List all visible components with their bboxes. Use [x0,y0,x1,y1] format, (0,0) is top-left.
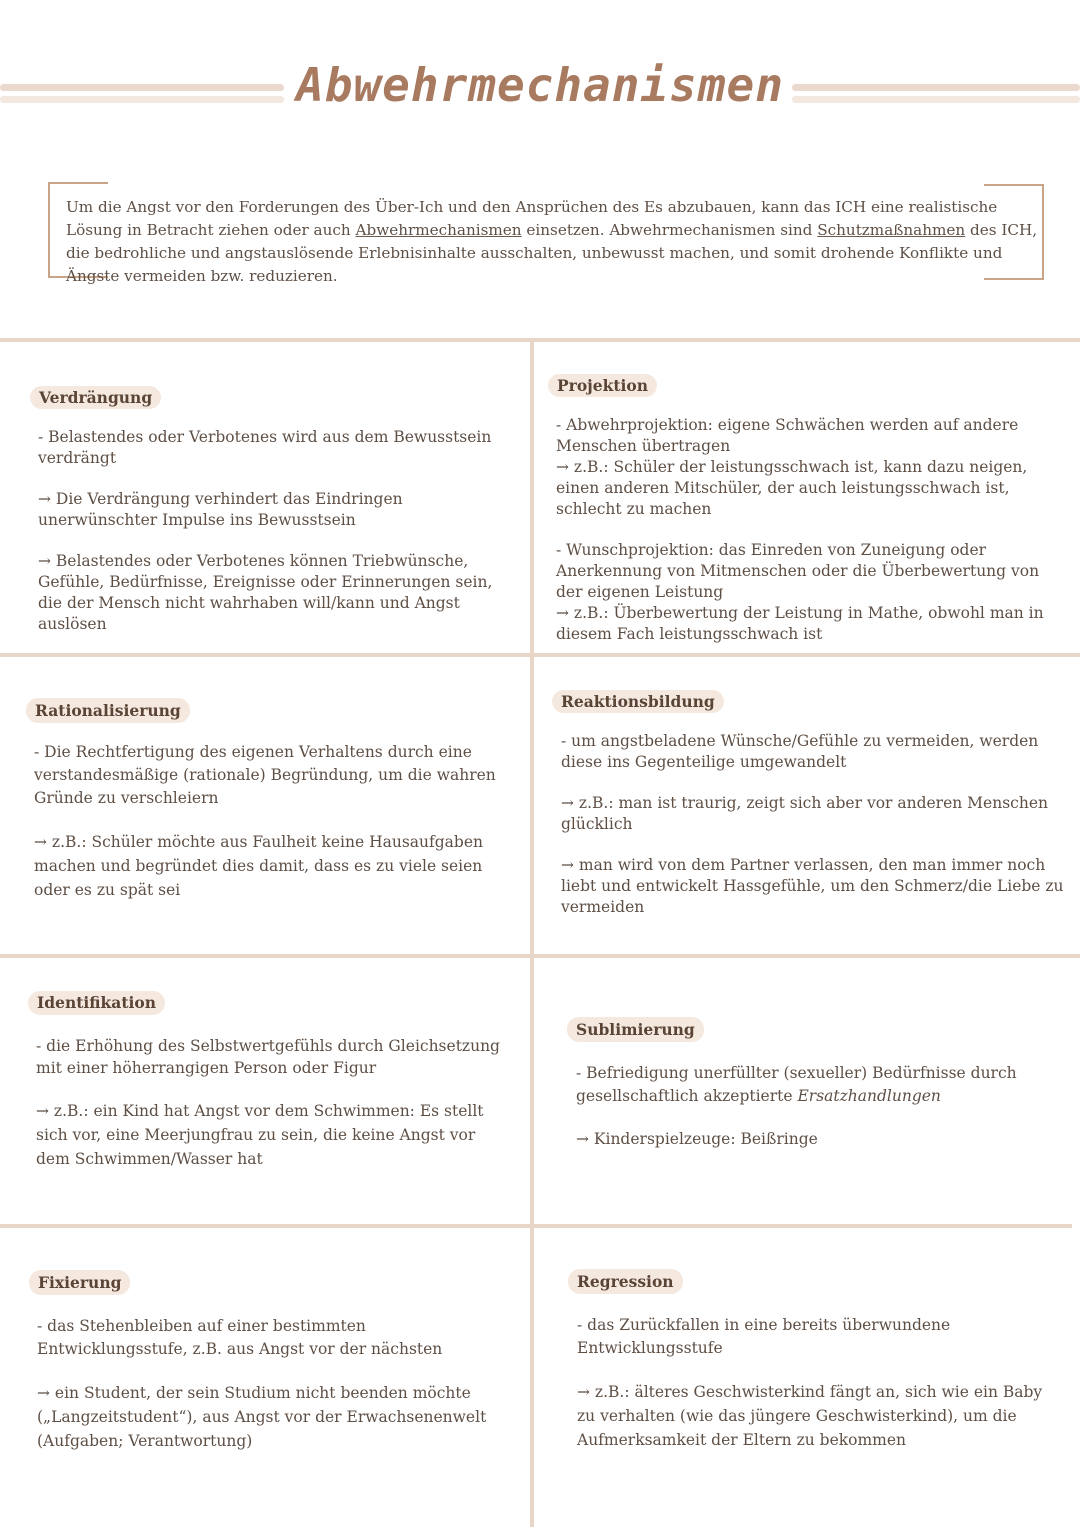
verdraengung-text-3: → Belastendes oder Verbotenes können Triebwünsche, Gefühle, Bedürfnisse, Ereignisse oder Erinnerungen sein, die der Mensch nicht wahrhaben will/kann und Angst auslösen [38,552,493,633]
title-rule-left-2 [0,96,284,103]
heading-fixierung: Fixierung [29,1270,130,1295]
grid-line-4 [0,1224,1072,1228]
reaktionsbildung-text-2: → z.B.: man ist traurig, zeigt sich aber vor anderen Menschen glücklich [561,794,1048,833]
sublimierung-text-1-italic: Ersatzhandlungen [797,1087,941,1105]
intro-part-3: des ICH, die bedrohliche und angstauslösende Erlebnisinhalte ausschalten, unbewusst machen, und somit drohende Konflikte und Ängste vermeiden bzw. reduzieren. [66,221,1038,285]
intro-underlined-schutzmassnahmen: Schutzmaßnahmen [817,221,966,239]
intro-underlined-abwehrmechanismen: Abwehrmechanismen [355,221,522,239]
rationalisierung-text-2: → z.B.: Schüler möchte aus Faulheit keine Hausaufgaben machen und begründet dies damit, dass es zu viele seien oder es zu spät sei [34,833,483,899]
projektion-text-1a: - Abwehrprojektion: eigene Schwächen werden auf andere Menschen übertragen [556,416,1019,455]
rationalisierung-text-1: - Die Rechtfertigung des eigenen Verhaltens durch eine verstandesmäßige (rationale) Begründung, um die wahren Gründe zu verschleiern [34,743,496,807]
card-rationalisierung [26,698,520,902]
regression-text-1: - das Zurückfallen in eine bereits überwundene Entwicklungsstufe [577,1316,951,1357]
page-title-text: Abwehrmechanismen [288,58,792,112]
heading-verdraengung: Verdrängung [30,386,161,409]
projektion-text-2b: → z.B.: Überbewertung der Leistung in Mathe, obwohl man in diesem Fach leistungsschwach ist [556,604,1044,643]
identifikation-text-1: - die Erhöhung des Selbstwertgefühls durch Gleichsetzung mit einer höherrangigen Person oder Figur [36,1037,500,1077]
grid-line-2 [0,653,1080,657]
fixierung-text-1: - das Stehenbleiben auf einer bestimmten Entwicklungsstufe, z.B. aus Angst vor der nächsten [37,1317,443,1358]
heading-sublimierung: Sublimierung [567,1017,704,1042]
heading-rationalisierung: Rationalisierung [26,698,190,723]
intro-text [66,196,1041,288]
grid-line-3 [0,954,1080,958]
card-identifikation [28,991,508,1171]
verdraengung-text-2: → Die Verdrängung verhindert das Eindringen unerwünschter Impulse ins Bewusstsein [38,490,403,529]
projektion-text-2a: - Wunschprojektion: das Einreden von Zuneigung oder Anerkennung von Mitmenschen oder die Überbewertung von der eigenen Leistung [556,541,1040,601]
card-reaktionsbildung [552,690,1064,918]
card-verdraengung [30,386,510,635]
regression-text-2: → z.B.: älteres Geschwisterkind fängt an, sich wie ein Baby zu verhalten (wie das jüngere Geschwisterkind), um die Aufmerksamkeit der Eltern zu bekommen [577,1383,1043,1449]
card-sublimierung [567,1017,1047,1151]
title-rule-right [792,84,1080,91]
fixierung-text-2: → ein Student, der sein Studium nicht beenden möchte („Langzeitstudent“), aus Angst vor der Erwachsenenwelt (Aufgaben; Verantwortung) [37,1384,487,1450]
card-regression [568,1269,1048,1452]
intro-part-2: einsetzen. Abwehrmechanismen sind [521,221,818,239]
heading-regression: Regression [568,1269,683,1294]
card-projektion [548,374,1070,645]
identifikation-text-2: → z.B.: ein Kind hat Angst vor dem Schwimmen: Es stellt sich vor, eine Meerjungfrau zu sein, die keine Angst vor dem Schwimmen/Wasser hat [36,1102,484,1168]
heading-identifikation: Identifikation [28,991,165,1015]
title-rule-left [0,84,284,91]
title-rule-right-2 [792,96,1080,103]
projektion-text-1b: → z.B.: Schüler der leistungsschwach ist, kann dazu neigen, einen anderen Mitschüler, der auch leistungsschwach ist, schlecht zu machen [556,458,1028,518]
verdraengung-text-1: - Belastendes oder Verbotenes wird aus dem Bewusstsein verdrängt [38,428,492,467]
reaktionsbildung-text-1: - um angstbeladene Wünsche/Gefühle zu vermeiden, werden diese ins Gegenteilige umgewandelt [561,732,1039,771]
sublimierung-text-2: → Kinderspielzeuge: Beißringe [576,1130,818,1148]
sublimierung-text-1 [567,1062,1047,1108]
grid-line-1 [0,338,1080,342]
heading-projektion: Projektion [548,374,657,397]
reaktionsbildung-text-3: → man wird von dem Partner verlassen, den man immer noch liebt und entwickelt Hassgefühle, um den Schmerz/die Liebe zu vermeiden [561,856,1064,916]
card-fixierung [29,1270,499,1453]
intro-part-1: Um die Angst vor den Forderungen des Über-Ich und den Ansprüchen des Es abzubauen, kann das ICH eine realistische Lösung in Betracht ziehen oder auch [66,198,998,239]
sublimierung-text-1-plain: - Befriedigung unerfüllter (sexueller) Bedürfnisse durch gesellschaftlich akzeptierte [576,1064,1017,1105]
heading-reaktionsbildung: Reaktionsbildung [552,690,724,713]
grid-divider-vertical [530,338,534,1527]
